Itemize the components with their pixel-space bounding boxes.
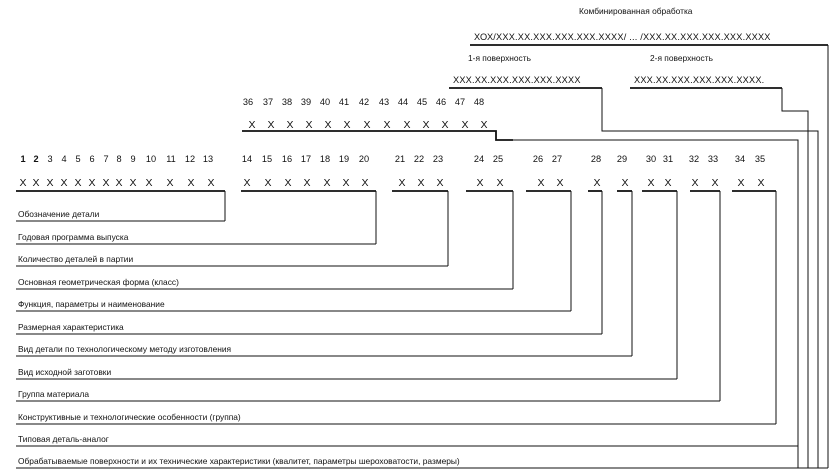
main-position-number: 29 (616, 154, 628, 164)
main-position-number: 23 (432, 154, 444, 164)
main-position-number: 27 (551, 154, 563, 164)
main-position-mark: Х (342, 177, 350, 189)
main-position-number: 19 (338, 154, 350, 164)
upper-position-mark: Х (286, 119, 294, 131)
main-position-number: 3 (47, 154, 53, 164)
upper-position-number: 37 (262, 97, 274, 107)
main-position-mark: Х (417, 177, 425, 189)
main-position-mark: Х (621, 177, 629, 189)
main-position-number: 32 (688, 154, 700, 164)
upper-position-number: 38 (281, 97, 293, 107)
upper-position-mark: Х (267, 119, 275, 131)
main-position-number: 5 (75, 154, 81, 164)
main-position-marks (19, 177, 764, 189)
main-position-mark: Х (476, 177, 484, 189)
combined-processing-code: ХОХ/ХХХ.ХХ.ХХХ.ХХХ.ХХХ.ХХХХ/ ... /ХХХ.ХХ.ХХХ.ХХХ.ХХХ.ХХХХ (474, 32, 771, 42)
upper-position-mark: Х (305, 119, 313, 131)
main-position-number: 16 (281, 154, 293, 164)
upper-position-number: 47 (454, 97, 466, 107)
field-label: Конструктивные и технологические особенности (группа) (18, 412, 241, 422)
surface-1-leader-line (602, 88, 818, 468)
main-position-number: 9 (130, 154, 136, 164)
main-position-mark: Х (711, 177, 719, 189)
surface-1-code: ХХХ.ХХ.ХХХ.ХХХ.ХХХ.ХХХХ (453, 75, 581, 85)
upper-position-number: 39 (300, 97, 312, 107)
main-position-number: 11 (166, 154, 176, 164)
main-position-mark: Х (284, 177, 292, 189)
combined-processing-title: Комбинированная обработка (579, 6, 693, 16)
field-label: Основная геометрическая форма (класс) (18, 277, 179, 287)
upper-position-number: 40 (319, 97, 331, 107)
upper-position-mark: Х (383, 119, 391, 131)
main-position-number: 21 (394, 154, 406, 164)
main-position-mark: Х (436, 177, 444, 189)
main-position-number: 34 (734, 154, 746, 164)
main-position-number: 18 (319, 154, 331, 164)
main-position-number: 10 (145, 154, 157, 164)
main-position-number: 22 (413, 154, 425, 164)
main-position-mark: Х (46, 177, 54, 189)
main-position-mark: Х (664, 177, 672, 189)
main-position-mark: Х (537, 177, 545, 189)
field-label: Обрабатываемые поверхности и их технические характеристики (квалитет, параметры шероховатости, размеры) (18, 456, 460, 466)
main-position-mark: Х (102, 177, 110, 189)
main-position-mark: Х (264, 177, 272, 189)
upper-position-number: 46 (435, 97, 447, 107)
main-position-mark: Х (207, 177, 215, 189)
main-position-mark: Х (691, 177, 699, 189)
main-position-mark: Х (166, 177, 174, 189)
upper-position-mark: Х (461, 119, 469, 131)
field-label: Размерная характеристика (18, 322, 124, 332)
main-position-number: 35 (754, 154, 766, 164)
main-position-mark: Х (647, 177, 655, 189)
upper-position-marks (248, 119, 487, 131)
field-label: Группа материала (18, 389, 90, 399)
main-position-number: 6 (89, 154, 95, 164)
main-position-number: 20 (358, 154, 370, 164)
upper-position-mark: Х (324, 119, 332, 131)
main-position-number: 33 (707, 154, 719, 164)
main-position-number: 26 (532, 154, 544, 164)
main-position-mark: Х (145, 177, 153, 189)
upper-position-mark: Х (343, 119, 351, 131)
main-position-numbers (20, 154, 765, 164)
main-position-mark: Х (187, 177, 195, 189)
main-position-mark: Х (496, 177, 504, 189)
field-labels (16, 209, 828, 468)
field-label: Обозначение детали (18, 209, 100, 219)
surface-2-code: ХХХ.ХХ.ХХХ.ХХХ.ХХХ.ХХХХ. (634, 75, 765, 85)
main-position-mark: Х (398, 177, 406, 189)
main-position-mark: Х (115, 177, 123, 189)
main-position-mark: Х (74, 177, 82, 189)
field-label: Количество деталей в партии (18, 254, 134, 264)
main-position-number: 17 (300, 154, 312, 164)
main-position-number: 28 (590, 154, 602, 164)
main-position-mark: Х (556, 177, 564, 189)
upper-position-mark: Х (441, 119, 449, 131)
upper-position-number: 44 (397, 97, 409, 107)
main-position-mark: Х (60, 177, 68, 189)
main-position-mark: Х (32, 177, 40, 189)
upper-position-number: 48 (473, 97, 485, 107)
upper-position-mark: Х (403, 119, 411, 131)
main-position-mark: Х (361, 177, 369, 189)
upper-position-number: 42 (358, 97, 370, 107)
main-position-number: 4 (61, 154, 67, 164)
main-position-number: 31 (662, 154, 674, 164)
main-position-mark: Х (243, 177, 251, 189)
main-position-number: 7 (103, 154, 109, 164)
main-position-mark: Х (737, 177, 745, 189)
upper-position-number: 36 (242, 97, 254, 107)
surface-1-title: 1-я поверхность (468, 53, 531, 63)
upper-position-number: 41 (338, 97, 350, 107)
main-position-mark: Х (129, 177, 137, 189)
main-position-number: 14 (241, 154, 253, 164)
main-position-number: 30 (645, 154, 657, 164)
upper-row-leader-line (496, 140, 798, 468)
main-position-number: 2 (33, 154, 39, 164)
surface-2-leader-line (782, 88, 808, 468)
upper-position-mark: Х (422, 119, 430, 131)
upper-position-numbers (243, 97, 484, 107)
field-label: Типовая деталь-аналог (18, 434, 109, 444)
main-position-number: 8 (116, 154, 122, 164)
main-position-mark: Х (757, 177, 765, 189)
upper-position-mark: Х (363, 119, 371, 131)
main-position-mark: Х (593, 177, 601, 189)
field-label: Функция, параметры и наименование (18, 299, 165, 309)
main-position-number: 15 (261, 154, 273, 164)
upper-position-mark: Х (248, 119, 256, 131)
upper-row-underline (242, 131, 513, 140)
field-label: Годовая программа выпуска (18, 232, 129, 242)
main-position-number: 12 (184, 154, 196, 164)
upper-position-number: 45 (416, 97, 428, 107)
main-position-number: 13 (202, 154, 214, 164)
main-position-number: 24 (473, 154, 485, 164)
main-position-mark: Х (323, 177, 331, 189)
main-position-mark: Х (303, 177, 311, 189)
main-position-number: 25 (492, 154, 504, 164)
surface-2-title: 2-я поверхность (650, 53, 713, 63)
upper-position-number: 43 (378, 97, 390, 107)
upper-position-mark: Х (480, 119, 488, 131)
main-position-mark: Х (19, 177, 27, 189)
main-position-mark: Х (88, 177, 96, 189)
field-label: Вид исходной заготовки (18, 367, 112, 377)
field-label: Вид детали по технологическому методу изготовления (18, 344, 232, 354)
main-position-number: 1 (20, 154, 26, 164)
